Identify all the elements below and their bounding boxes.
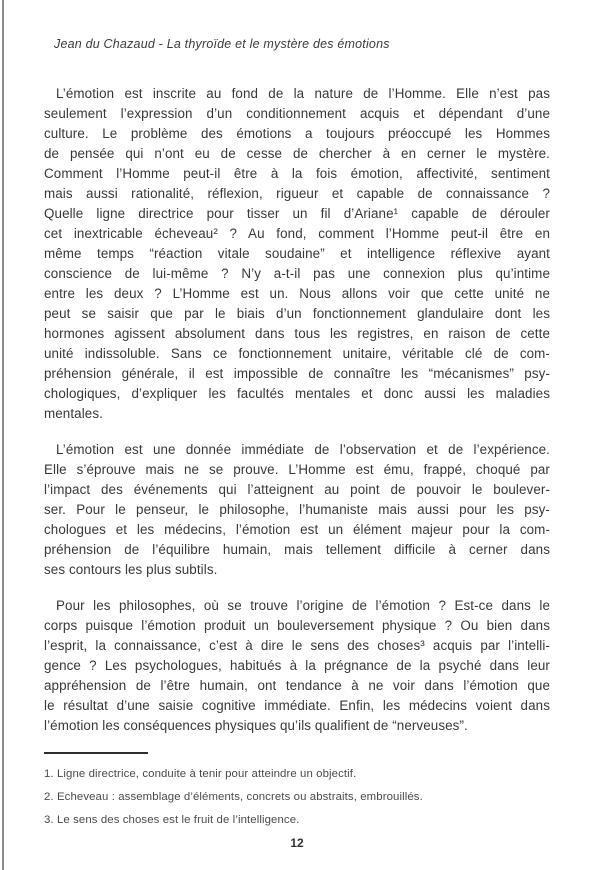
text-line: culture. Le problème des émotions a toujours préoccupé les Hommes — [44, 126, 550, 141]
footnote-separator — [44, 752, 148, 754]
page-edge-line — [2, 0, 4, 870]
text-line: préhension générale, il est impossible de connaître les “mécanismes” psy- — [44, 366, 550, 381]
paragraph-2 — [44, 440, 550, 580]
footnote-3: 3. Le sens des choses est le fruit de l’intelligence. — [44, 814, 300, 826]
text-line: gence ? Les psychologues, habitués à la prégnance de la psyché dans leur — [44, 658, 550, 673]
text-line: Pour les philosophes, où se trouve l’origine de l’émotion ? Est-ce dans le — [56, 598, 550, 613]
text-line: hormones agissent absolument dans tous les registres, en raison de cette — [44, 326, 550, 341]
text-line: corps puisque l’émotion produit un bouleversement physique ? Ou bien dans — [44, 618, 550, 633]
paragraph-1 — [44, 84, 550, 424]
text-line: ses contours les plus subtils. — [44, 562, 218, 577]
text-line: chologues et les médecins, l’émotion est un élément majeur pour la com- — [44, 522, 550, 537]
paragraph-3 — [44, 596, 550, 736]
text-line: Comment l’Homme peut-il être à la fois émotion, affectivité, sentiment — [44, 166, 550, 181]
text-line: chologiques, d’expliquer les facultés mentales et donc aussi les maladies — [44, 386, 550, 401]
text-line: conscience de lui-même ? N’y a-t-il pas une connexion plus qu’intime — [44, 266, 550, 281]
text-line: entre les deux ? L’Homme est un. Nous allons voir que cette unité ne — [44, 286, 550, 301]
text-line: l’émotion les conséquences physiques qu’ils qualifient de “nerveuses”. — [44, 718, 468, 733]
text-line: ser. Pour le penseur, le philosophe, l’humaniste mais aussi pour les psy- — [44, 502, 550, 517]
running-header: Jean du Chazaud - La thyroïde et le mystère des émotions — [54, 37, 390, 51]
footnotes-block — [44, 767, 550, 828]
text-line: mais aussi rationalité, réflexion, rigueur et capable de connaissance ? — [44, 186, 550, 201]
footnote-2: 2. Echeveau : assemblage d’éléments, concrets ou abstraits, embrouillés. — [44, 791, 423, 803]
text-line: Elle s’éprouve mais ne se prouve. L’Homme est ému, frappé, choqué par — [44, 462, 550, 477]
footnote-1: 1. Ligne directrice, conduite à tenir pour atteindre un objectif. — [44, 768, 357, 780]
text-line: unité indissoluble. Sans ce fonctionnement unitaire, véritable clé de com- — [44, 346, 550, 361]
text-line: l’impact des événements qui l’atteignent au point de pouvoir le boulever- — [44, 482, 550, 497]
text-line: l’esprit, la connaissance, c’est à dire le sens des choses³ acquis par l’intelli- — [44, 638, 550, 653]
text-line: L’émotion est une donnée immédiate de l’observation et de l’expérience. — [56, 442, 550, 457]
text-line: mentales. — [44, 406, 103, 421]
text-line: L’émotion est inscrite au fond de la nature de l’Homme. Elle n’est pas — [56, 86, 550, 101]
text-line: peut se saisir que par le biais d’un fonctionnement glandulaire dont les — [44, 306, 550, 321]
text-line: le résultat d’une saisie cognitive immédiate. Enfin, les médecins voient dans — [44, 698, 550, 713]
text-line: préhension de l’équilibre humain, mais tellement difficile à cerner dans — [44, 542, 550, 557]
page-number: 12 — [290, 836, 304, 850]
text-line: Quelle ligne directrice pour tisser un fil d’Ariane¹ capable de dérouler — [44, 206, 550, 221]
text-line: de pensée qui n’ont eu de cesse de chercher à en cerner le mystère. — [44, 146, 550, 161]
text-line: même temps “réaction vitale soudaine” et intelligence réflexive ayant — [44, 246, 550, 261]
text-line: seulement l’expression d’un conditionnement acquis et dépendant d’une — [44, 106, 550, 121]
text-line: appréhension de l’être humain, ont tendance à ne voir dans l’émotion que — [44, 678, 550, 693]
text-line: cet inextricable écheveau² ? Au fond, comment l’Homme peut-il être en — [44, 226, 550, 241]
